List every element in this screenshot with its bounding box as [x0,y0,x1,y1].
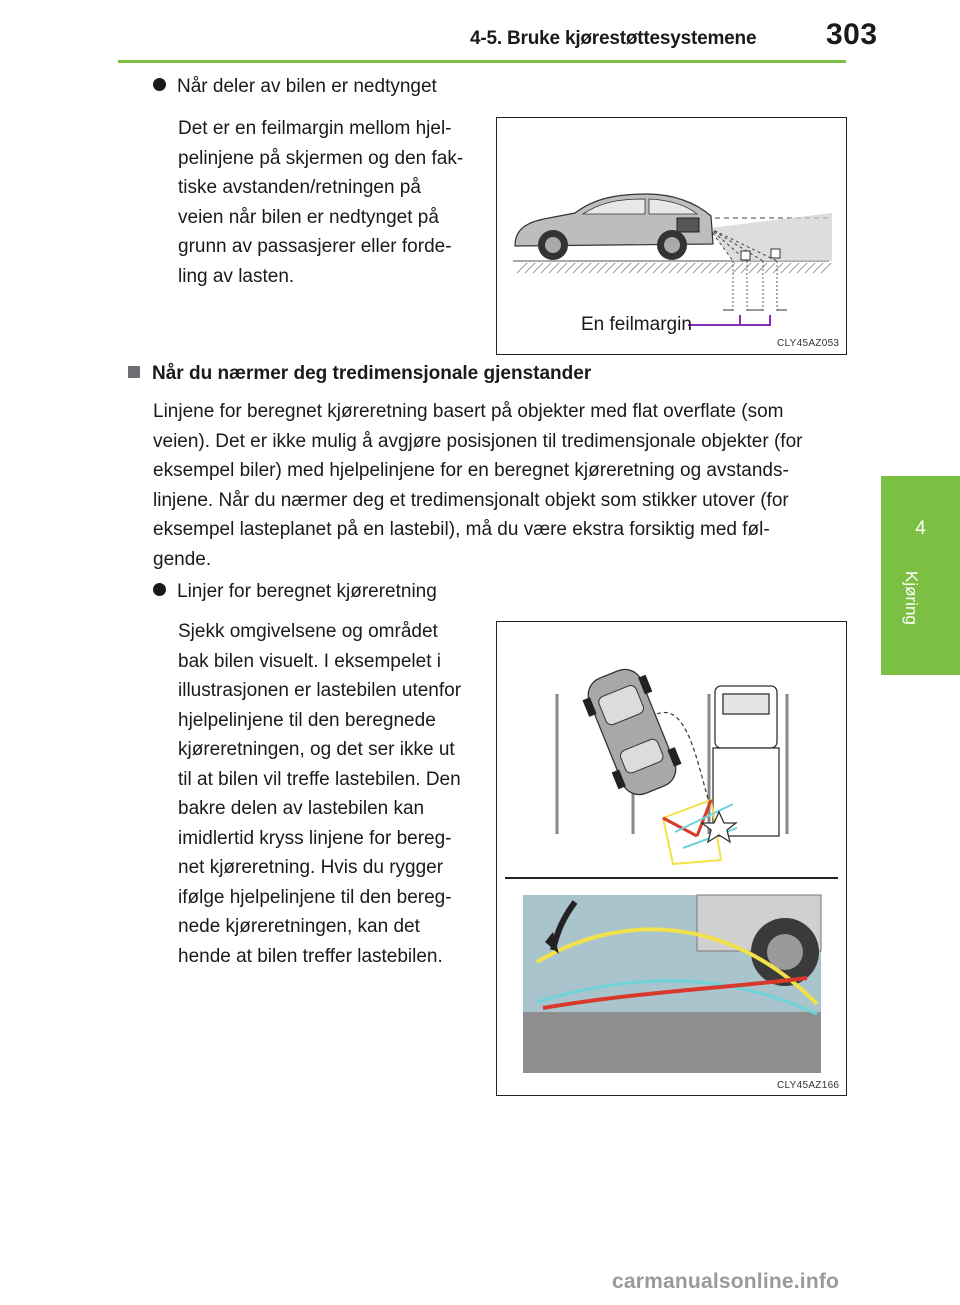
text-line: bakre delen av lastebilen kan [178,798,425,819]
text-line: veien når bilen er nedtynget på [178,206,439,228]
text-line: nede kjøreretningen, kan det [178,916,420,937]
parking-illustration [497,622,846,1095]
figure-code: CLY45AZ053 [777,338,840,349]
text-line: hjelpelinjene til den beregnede [178,709,436,731]
text-line: veien). Det er ikke mulig å avgjøre posisjonen til tredimensjonale objekter (for [153,430,803,452]
text-line: ling av lasten. [178,265,295,287]
chapter-number: 4 [915,518,926,539]
section-heading-3d-objects [128,363,591,385]
square-marker-icon [128,366,140,378]
bullet-item-weighed-down [153,76,437,98]
bullet-text: Linjer for beregnet kjøreretning [177,581,437,602]
bullet-text: Når deler av bilen er nedtynget [177,76,437,97]
watermark: carmanualsonline.info [612,1270,840,1293]
heading-text: Når du nærmer deg tredimensjonale gjenstander [152,363,592,384]
text-line: ifølge hjelpelinjene til den bereg- [178,886,452,908]
text-line: grunn av passasjerer eller forde- [178,236,452,257]
bullet-dot-icon [153,583,166,596]
text-line: bak bilen visuelt. I eksempelet i [178,650,441,672]
figure-error-margin [496,117,847,355]
paragraph-weighed-down [178,114,476,291]
text-line: Det er en feilmargin mellom hjel- [178,118,452,139]
paragraph-3d-objects [153,397,840,574]
text-line: kjøreretningen, og det ser ikke ut [178,739,455,760]
page-number: 303 [826,18,878,51]
header-rule [118,60,846,63]
chapter-tab [881,476,960,675]
text-line: eksempel biler) med hjelpelinjene for en beregnet kjøreretning og avstands- [153,460,789,481]
section-title: 4-5. Bruke kjørestøttesystemene [470,28,757,49]
text-line: Linjene for beregnet kjøreretning basert på objekter med flat overflate (som [153,401,784,422]
text-line: net kjøreretning. Hvis du rygger [178,857,444,878]
text-line: tiske avstanden/retningen på [178,177,421,198]
paragraph-course-lines [178,617,476,971]
text-line: imidlertid kryss linjene for bereg- [178,827,452,849]
bullet-item-course-lines [153,581,437,603]
text-line: linjene. Når du nærmer deg et tredimensjonalt objekt som stikker utover (for [153,489,789,511]
text-line: Sjekk omgivelsene og området [178,621,438,642]
figure-course-lines [496,621,847,1096]
text-line: pelinjene på skjermen og den fak- [178,147,464,169]
text-line: illustrasjonen er lastebilen utenfor [178,680,462,701]
text-line: hende at bilen treffer lastebilen. [178,945,443,967]
text-line: gende. [153,548,212,570]
bullet-dot-icon [153,78,166,91]
chapter-label: Kjøring [902,571,921,625]
text-line: eksempel lasteplanet på en lastebil), må du være ekstra forsiktig med føl- [153,519,770,540]
text-line: til at bilen vil treffe lastebilen. Den [178,768,461,790]
figure-code: CLY45AZ166 [777,1080,840,1091]
figure-label-error-margin: En feilmargin [581,314,692,335]
